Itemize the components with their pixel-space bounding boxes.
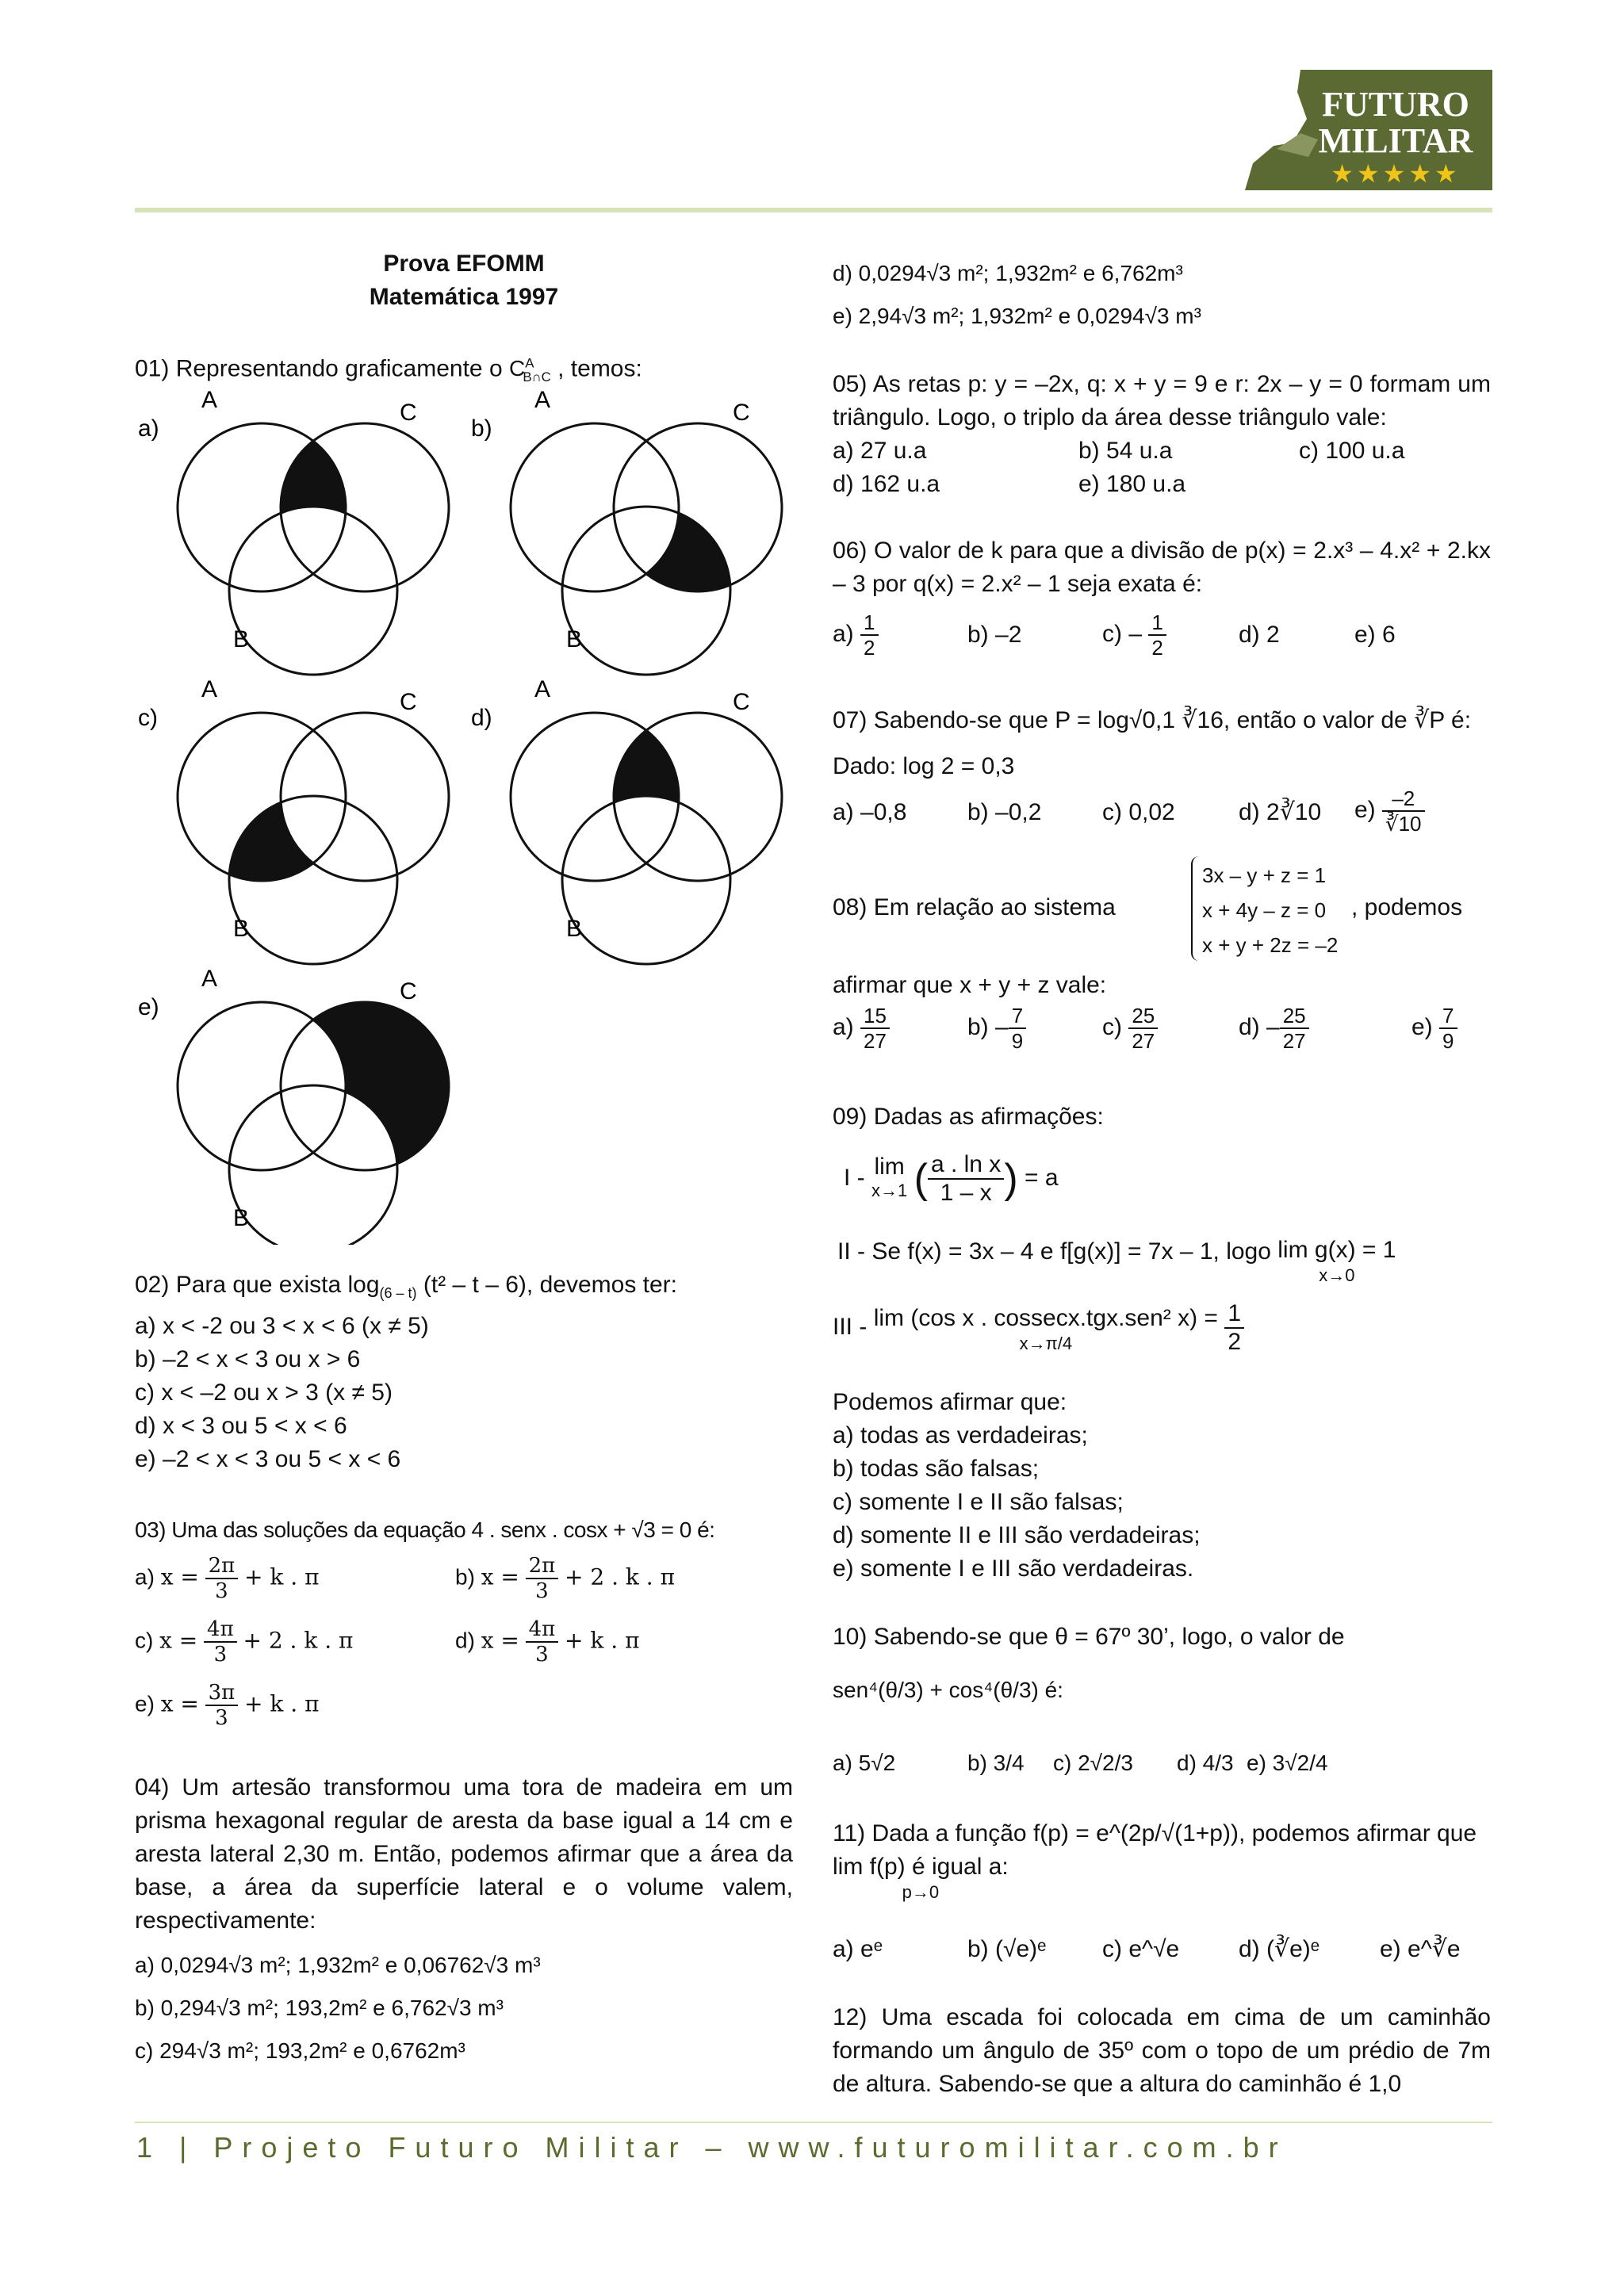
q01-intro: 01) Representando graficamente o	[135, 355, 503, 382]
footer-rule	[135, 2122, 1492, 2123]
q02	[135, 1269, 793, 1476]
venn-d-set-c: C	[733, 689, 750, 715]
q10-option-a: a) 5√2	[833, 1751, 896, 1775]
q08-option-b: b) – $\frac{7}{9}$	[967, 1004, 1026, 1053]
q02-text: 02) Para que exista $\log_{(6 - t)} (t^2$ – t – 6), devemos ter:	[135, 1272, 677, 1301]
q07-formula: P = log√0,1 ∛16	[1055, 707, 1224, 733]
venn-b-set-c: C	[733, 400, 750, 426]
q04-option-e: e) 2,94√3 m²; 1,932m² e 0,0294√3 m³	[833, 304, 1201, 328]
q08-system-brace	[1191, 856, 1201, 961]
venn-b-set-b: B	[566, 626, 583, 652]
header-rule	[135, 208, 1492, 212]
q09-iii: III - lim (cos x . cossecx.tgx.sen² x) = x→π/4 $\frac{1}{2}$	[833, 1300, 1244, 1356]
venn-a-set-c: C	[400, 400, 417, 426]
logo-stars: ★★★★★	[1331, 159, 1461, 189]
q08-text-post: , podemos	[1351, 894, 1463, 920]
q11-option-c: c) e^√e	[1102, 1936, 1180, 1962]
q03-option-d: d) x = $\frac{4\pi}{3}$ + k . π	[455, 1617, 640, 1667]
q03-option-b: b) x = $\frac{2\pi}{3}$ + 2 . k . π	[455, 1554, 675, 1603]
q10-expr: sen⁴(θ/3) + cos⁴(θ/3) é:	[833, 1678, 1063, 1702]
q04-options-left	[135, 1944, 793, 2072]
q04-option-c: c) 294√3 m²; 193,2m² e 0,6762m³	[135, 2038, 465, 2063]
venn-e-set-c: C	[400, 978, 417, 1004]
q02-option-d: d) x < 3 ou 5 < x < 6	[135, 1413, 347, 1439]
q11-option-a: a) eᵉ	[833, 1936, 883, 1962]
q05-option-e: e) 180 u.a	[1078, 471, 1186, 497]
q04-option-a: a) 0,0294√3 m²; 1,932m² e 0,06762√3 m³	[135, 1953, 541, 1977]
venn-c-label: c)	[138, 705, 158, 731]
venn-a-set-b: B	[233, 626, 250, 652]
venn-e-set-b: B	[233, 1205, 250, 1231]
q09-option-d: d) somente II e III são verdadeiras;	[833, 1522, 1201, 1548]
q06-text: 06) O valor de k para que a divisão de p(x) = 2.x³ – 4.x² + 2.kx – 3 por q(x) = 2.x² – 1 seja exata é:	[833, 538, 1491, 597]
venn-a	[127, 381, 500, 698]
footer-text: 1 | Projeto Futuro Militar – www.futuromilitar.com.br	[136, 2131, 1288, 2164]
q07-text: 07) Sabendo-se que P = log√0,1 ∛16, então o valor de ∛P é:	[833, 707, 1472, 733]
venn-a-label: a)	[138, 415, 159, 442]
q02-option-b: b) –2 < x < 3 ou x > 6	[135, 1346, 361, 1372]
q07-given: Dado: log 2 = 0,3	[833, 753, 1015, 779]
venn-diagrams	[127, 381, 793, 1245]
q08-eq1: 3x – y + z = 1	[1202, 863, 1327, 887]
q05-option-c: c) 100 u.a	[1299, 438, 1405, 464]
q05-option-b: b) 54 u.a	[1078, 438, 1173, 464]
q08-text2: afirmar que x + y + z vale:	[833, 972, 1107, 998]
q10-option-b: b) 3/4	[967, 1751, 1025, 1775]
q02-option-c: c) x < –2 ou x > 3 (x ≠ 5)	[135, 1380, 393, 1406]
q10-option-c: c) 2√2/3	[1053, 1751, 1133, 1775]
q07-option-d: d) 2∛10	[1239, 799, 1322, 825]
q01-symbol: $C^A_{B\cap C}$	[508, 356, 551, 385]
venn-c-set-b: B	[233, 916, 250, 942]
q11-text: 11) Dada a função f(p) = e^(2p/√(1+p)), podemos afirmar que	[833, 1820, 1477, 1846]
q08-eq2: x + 4y – z = 0	[1202, 898, 1327, 922]
title-line1: Prova EFOMM	[383, 251, 545, 277]
q08-option-d: d) – $\frac{25}{27}$	[1239, 1004, 1309, 1053]
q08-eq3: x + y + 2z = –2	[1202, 933, 1339, 957]
q04-options-right	[833, 252, 1491, 338]
q04-text: 04) Um artesão transformou uma tora de madeira em um prisma hexagonal regular de aresta da base igual a 14 cm e aresta lateral 2,30 m. Então, podemos afirmar que a área da base, a área da superfície lateral e o volume valem, respectivamente:	[135, 1774, 793, 1934]
venn-a-set-a: A	[201, 387, 218, 413]
q03-text: 03) Uma das soluções da equação 4 . senx . cosx + √3 = 0 é:	[135, 1517, 715, 1542]
q11-option-d: d) (∛e)ᵉ	[1239, 1936, 1320, 1962]
q09-option-a: a) todas as verdadeiras;	[833, 1422, 1088, 1448]
q05-text: 05) As retas p: y = –2x, q: x + y = 9 e r: 2x – y = 0 formam um triângulo. Logo, o triplo da área desse triângulo vale:	[833, 371, 1491, 430]
q03-option-c: c) x = $\frac{4\pi}{3}$ + 2 . k . π	[135, 1617, 354, 1667]
q12-text: 12) Uma escada foi colocada em cima de um caminhão formando um ângulo de 35º com o topo de um prédio de 7m de altura. Sabendo-se que a altura do caminhão é 1,0	[833, 2004, 1491, 2097]
q09-options	[833, 1419, 1201, 1586]
q09-option-e: e) somente I e III são verdadeiras.	[833, 1556, 1194, 1582]
q07-option-b: b) –0,2	[967, 799, 1042, 825]
venn-b-set-a: A	[534, 387, 551, 413]
q10-text: 10) Sabendo-se que θ = 67º 30’, logo, o valor de	[833, 1624, 1345, 1650]
venn-c-set-a: A	[201, 676, 218, 702]
q09-conclude: Podemos afirmar que:	[833, 1389, 1067, 1415]
q06-option-e: e) 6	[1354, 622, 1396, 648]
q06-option-a: a) $\frac{1}{2}$	[833, 610, 879, 660]
venn-d-set-a: A	[534, 676, 551, 702]
q06-option-d: d) 2	[1239, 622, 1280, 648]
q07-option-e: e) $\frac{-2}{∛10}$	[1354, 786, 1425, 836]
q11-option-b: b) (√e)ᵉ	[967, 1936, 1047, 1962]
venn-c-set-c: C	[400, 689, 417, 715]
exam-title	[135, 247, 793, 314]
q05-option-a: a) 27 u.a	[833, 438, 927, 464]
venn-d-set-b: B	[566, 916, 583, 942]
q07-option-a: a) –0,8	[833, 799, 907, 825]
q11-option-e: e) e^∛e	[1380, 1936, 1461, 1962]
q07-option-c: c) 0,02	[1102, 799, 1175, 825]
q01-tail: , temos:	[557, 355, 642, 382]
logo-line1: FUTURO	[1322, 85, 1469, 124]
venn-d-label: d)	[471, 705, 492, 731]
q09-ii: II - Se f(x) = 3x – 4 e f[g(x)] = 7x – 1, logo lim g(x) = 1 x→0	[837, 1237, 1396, 1285]
q08-option-c: c) $\frac{25}{27}$	[1102, 1004, 1158, 1053]
venn-b	[460, 381, 793, 698]
q08-text-pre: 08) Em relação ao sistema	[833, 894, 1116, 920]
q08-system	[1202, 858, 1338, 962]
q11-lim: lim f(p) é igual a: p→0	[833, 1854, 1009, 1902]
futuro-militar-logo	[1245, 70, 1492, 190]
venn-d	[460, 670, 793, 987]
venn-e-label: e)	[138, 994, 159, 1020]
q09-option-b: b) todas são falsas;	[833, 1456, 1040, 1482]
q07-formula2: ∛P	[1414, 707, 1445, 733]
q10-option-e: e) 3√2/4	[1247, 1751, 1328, 1775]
venn-e-set-a: A	[201, 966, 218, 992]
q08-option-e: e) $\frac{7}{9}$	[1411, 1004, 1457, 1053]
venn-c	[127, 670, 500, 987]
q05-option-d: d) 162 u.a	[833, 471, 940, 497]
q03-option-e: e) x = $\frac{3\pi}{3}$ + k . π	[135, 1681, 320, 1730]
q10-option-d: d) 4/3	[1177, 1751, 1234, 1775]
q09-text: 09) Dadas as afirmações:	[833, 1104, 1104, 1130]
q09-option-c: c) somente I e II são falsas;	[833, 1489, 1124, 1515]
q04-option-d: d) 0,0294√3 m²; 1,932m² e 6,762m³	[833, 261, 1183, 285]
q06-option-b: b) –2	[967, 622, 1022, 648]
logo-graphic	[1245, 70, 1492, 190]
q09-i: I - lim x→1 ( $\frac{\text{a . ln x}}{1 - x}$ ) = a	[844, 1151, 1059, 1206]
q08-option-a: a) $\frac{15}{27}$	[833, 1004, 890, 1053]
q11-formula: f(p) = e^(2p/√(1+p))	[1032, 1820, 1239, 1846]
q06-option-c: c) – $\frac{1}{2}$	[1102, 610, 1166, 660]
q03-option-a: a) x = $\frac{2\pi}{3}$ + k . π	[135, 1554, 320, 1603]
venn-b-label: b)	[471, 415, 492, 442]
q02-option-e: e) –2 < x < 3 ou 5 < x < 6	[135, 1446, 401, 1472]
q04-option-b: b) 0,294√3 m²; 193,2m² e 6,762√3 m³	[135, 1996, 504, 2020]
q02-option-a: a) x < -2 ou 3 < x < 6 (x ≠ 5)	[135, 1313, 429, 1339]
logo-line2: MILITAR	[1318, 121, 1473, 160]
title-line2: Matemática 1997	[369, 284, 559, 310]
venn-e	[127, 959, 500, 1245]
